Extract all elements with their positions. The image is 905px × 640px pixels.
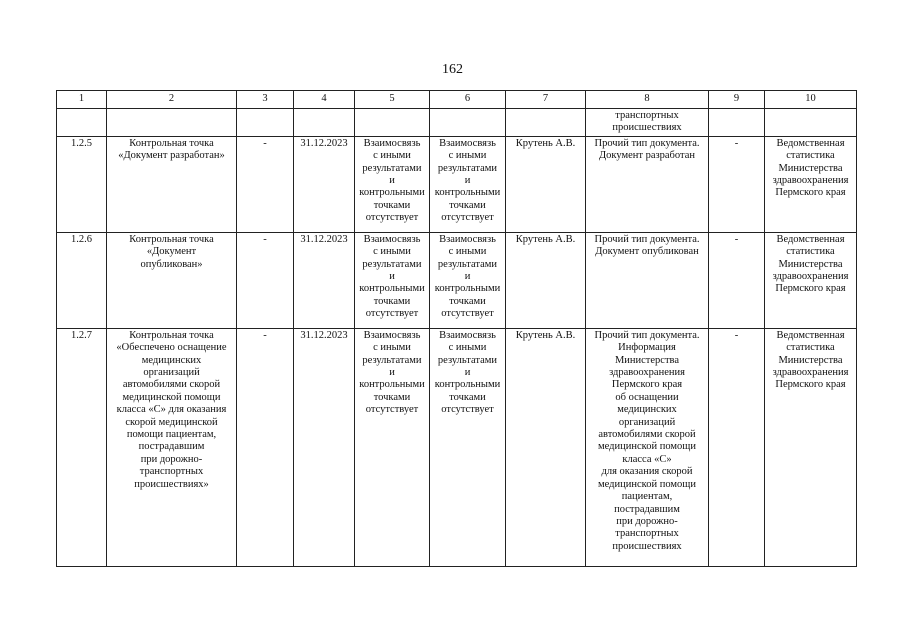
- base-value: -: [237, 232, 294, 328]
- cell-empty: [107, 109, 237, 137]
- continuation-row: [57, 109, 857, 137]
- cell-empty: [355, 109, 430, 137]
- relation-text: Взаимосвязь с иными результатами и контрольными точками отсутствует: [430, 232, 506, 328]
- header-cell-6: 6: [430, 91, 506, 109]
- row-number: 1.2.5: [57, 136, 107, 232]
- due-date: 31.12.2023: [294, 328, 355, 566]
- cell-empty: [506, 109, 586, 137]
- page-number: 162: [442, 62, 463, 77]
- responsible-person: Крутень А.В.: [506, 232, 586, 328]
- base-value: -: [237, 136, 294, 232]
- information-source: Ведомственная статистика Министерства здравоохранения Пермского края: [765, 232, 857, 328]
- header-cell-8: 8: [586, 91, 709, 109]
- information-source: Ведомственная статистика Министерства здравоохранения Пермского края: [765, 328, 857, 566]
- header-cell-2: 2: [107, 91, 237, 109]
- cell-empty: [294, 109, 355, 137]
- control-point-name: Контрольная точка «Документ разработан»: [107, 136, 237, 232]
- cell-empty: [765, 109, 857, 137]
- relation-text: Взаимосвязь с иными результатами и контрольными точками отсутствует: [430, 328, 506, 566]
- header-cell-3: 3: [237, 91, 294, 109]
- relation-text: Взаимосвязь с иными результатами и контрольными точками отсутствует: [355, 232, 430, 328]
- table-row: [57, 232, 857, 328]
- responsible-person: Крутень А.В.: [506, 136, 586, 232]
- control-point-name: Контрольная точка «Обеспечено оснащение медицинских организаций автомобилями скорой медицинской помощи класса «С» для оказания скорой медицинской помощи пациентам, пострадавшим при дорожно- транспортных происшествиях»: [107, 328, 237, 566]
- col9-value: -: [709, 232, 765, 328]
- control-point-name: Контрольная точка «Документ опубликован»: [107, 232, 237, 328]
- cell-empty: [237, 109, 294, 137]
- continuation-text: транспортных происшествиях: [586, 109, 709, 137]
- col9-value: -: [709, 328, 765, 566]
- header-row: [57, 91, 857, 109]
- header-cell-7: 7: [506, 91, 586, 109]
- table-row: [57, 136, 857, 232]
- header-cell-4: 4: [294, 91, 355, 109]
- header-cell-9: 9: [709, 91, 765, 109]
- cell-empty: [430, 109, 506, 137]
- document-type: Прочий тип документа. Информация Министерства здравоохранения Пермского края об оснащении медицинских организаций автомобилями скорой медицинской помощи класса «С» для оказания скорой медицинской помощи пациентам, пострадавшим при дорожно- транспортных происшествиях: [586, 328, 709, 566]
- row-number: 1.2.7: [57, 328, 107, 566]
- row-number: 1.2.6: [57, 232, 107, 328]
- control-points-table: [56, 90, 857, 567]
- relation-text: Взаимосвязь с иными результатами и контрольными точками отсутствует: [355, 136, 430, 232]
- relation-text: Взаимосвязь с иными результатами и контрольными точками отсутствует: [430, 136, 506, 232]
- responsible-person: Крутень А.В.: [506, 328, 586, 566]
- cell-empty: [709, 109, 765, 137]
- header-cell-1: 1: [57, 91, 107, 109]
- relation-text: Взаимосвязь с иными результатами и контрольными точками отсутствует: [355, 328, 430, 566]
- col9-value: -: [709, 136, 765, 232]
- cell-empty: [57, 109, 107, 137]
- header-cell-10: 10: [765, 91, 857, 109]
- header-cell-5: 5: [355, 91, 430, 109]
- document-type: Прочий тип документа. Документ разработан: [586, 136, 709, 232]
- base-value: -: [237, 328, 294, 566]
- due-date: 31.12.2023: [294, 232, 355, 328]
- document-type: Прочий тип документа. Документ опубликован: [586, 232, 709, 328]
- table-row: [57, 328, 857, 566]
- information-source: Ведомственная статистика Министерства здравоохранения Пермского края: [765, 136, 857, 232]
- due-date: 31.12.2023: [294, 136, 355, 232]
